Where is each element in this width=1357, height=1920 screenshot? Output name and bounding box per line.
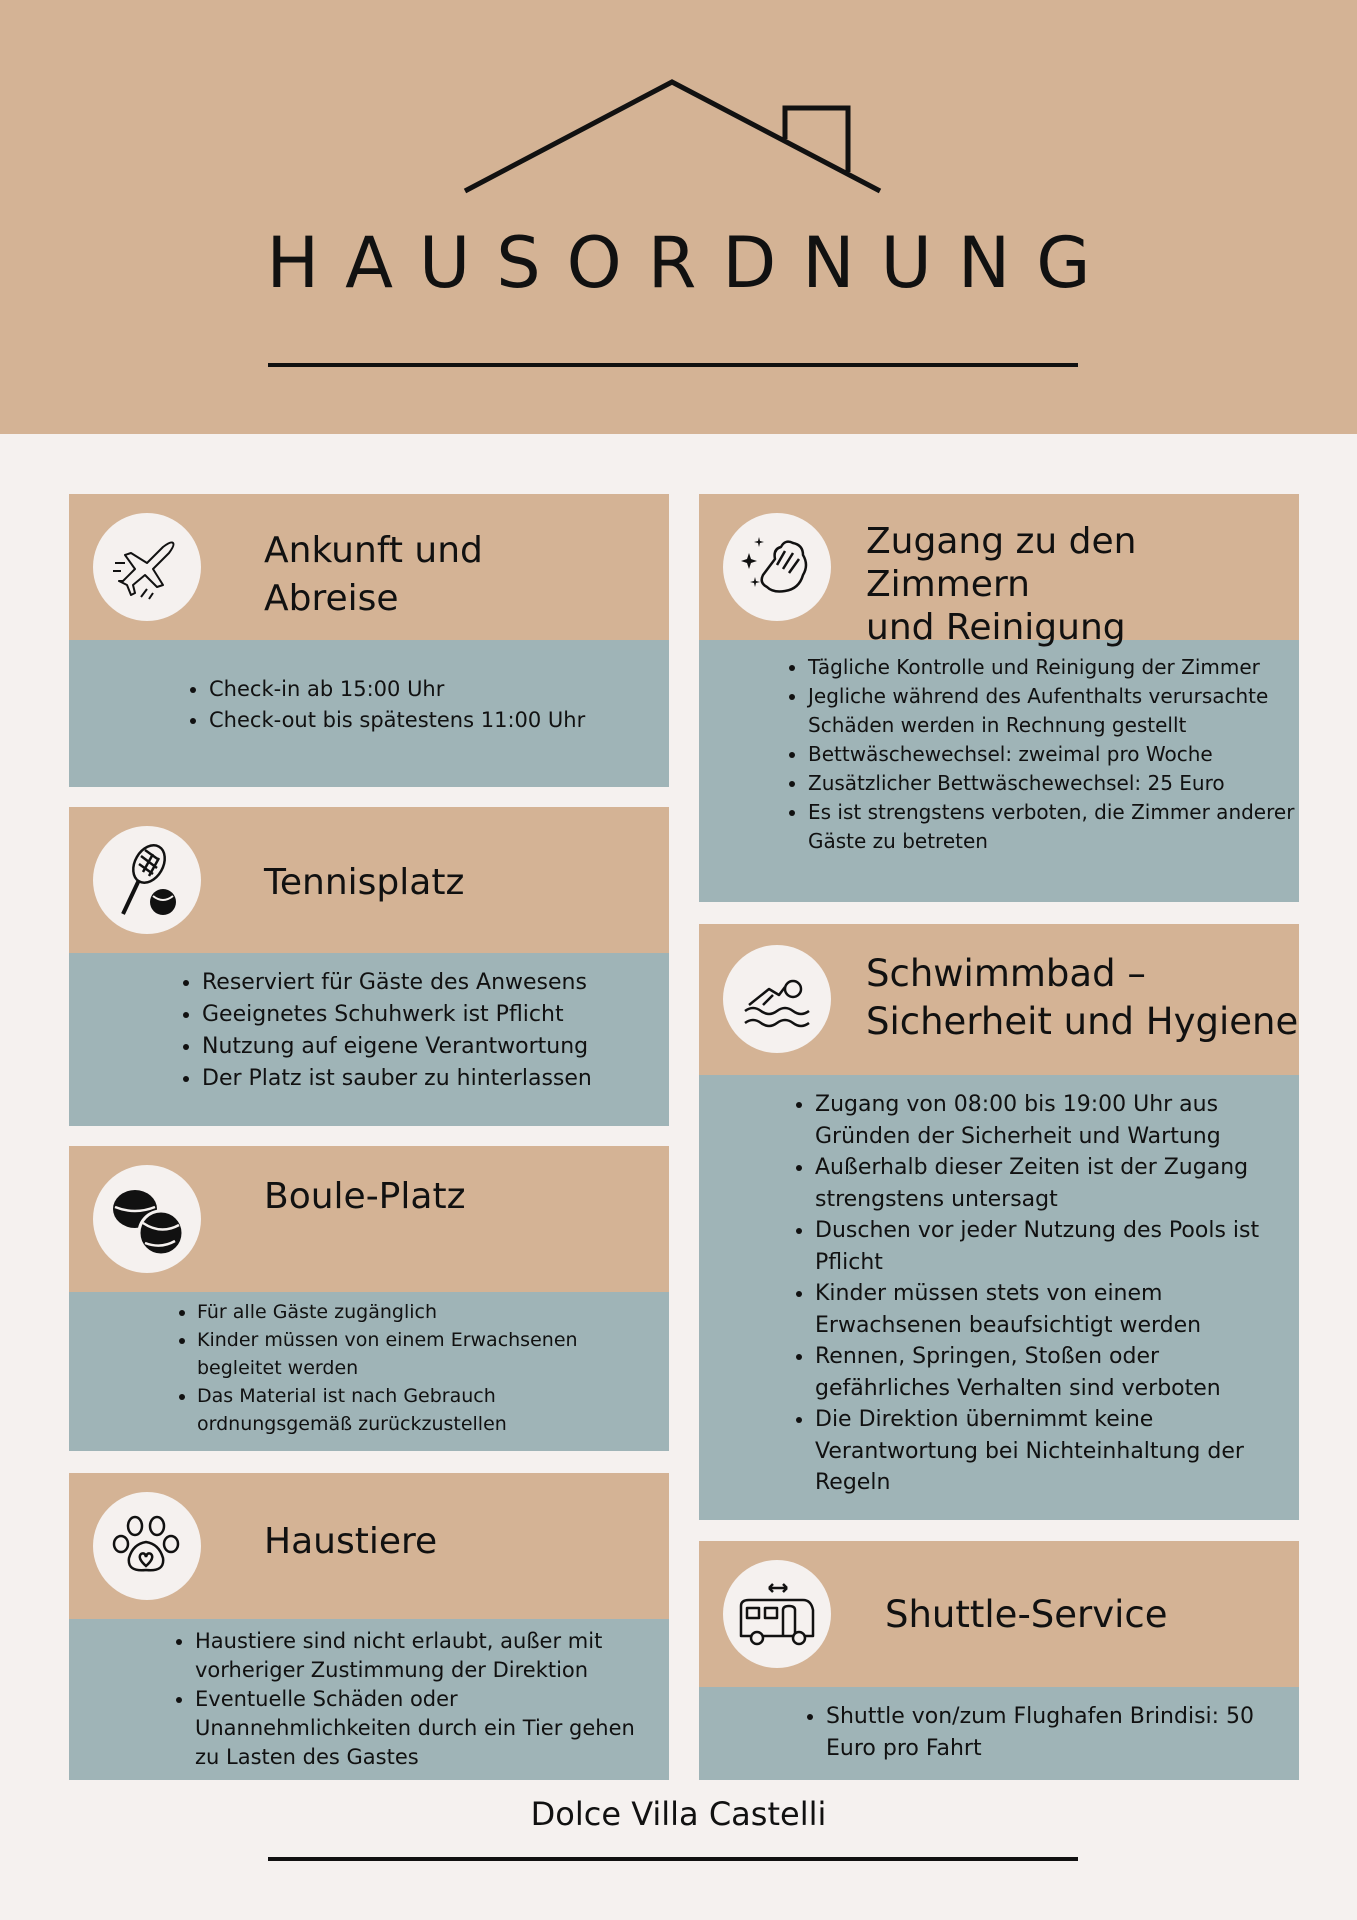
list-item: • Reserviert für Gäste des Anwesens — [202, 967, 662, 999]
footer-divider — [268, 1857, 1078, 1861]
card-list — [169, 1627, 655, 1772]
list-item: • Haustiere sind nicht erlaubt, außer mit vorheriger Zustimmung der Direktion — [195, 1627, 655, 1685]
card-title-line1: Schwimmbad – — [866, 952, 1146, 995]
card-title-line2: Abreise — [264, 578, 399, 619]
card-list — [171, 1298, 647, 1438]
card-pool — [699, 924, 1299, 1520]
swimmer-icon — [723, 945, 831, 1053]
card-title-line2: und Reinigung — [866, 607, 1126, 648]
card-title: Boule-Platz — [264, 1176, 466, 1217]
list-item: • Eventuelle Schäden oder Unannehmlichkeiten durch ein Tier gehen zu Lasten des Gastes — [195, 1685, 655, 1772]
list-item: • Das Material ist nach Gebrauch ordnungsgemäß zurückzustellen — [197, 1382, 647, 1438]
list-item: • Geeignetes Schuhwerk ist Pflicht — [202, 999, 662, 1031]
list-item: • Check-in ab 15:00 Uhr — [209, 674, 649, 705]
list-item: • Shuttle von/zum Flughafen Brindisi: 50 Euro pro Fahrt — [826, 1701, 1296, 1765]
list-item: • Kinder müssen stets von einem Erwachsenen beaufsichtigt werden — [815, 1278, 1285, 1341]
card-title: Haustiere — [264, 1521, 438, 1562]
airplane-icon — [93, 513, 201, 621]
card-title-line1: Zugang zu den Zimmern — [866, 521, 1137, 605]
card-title: Tennisplatz — [264, 862, 465, 903]
shuttle-van-icon — [723, 1560, 831, 1668]
list-item: • Für alle Gäste zugänglich — [197, 1298, 647, 1326]
card-title-line1: Ankunft und — [264, 530, 483, 571]
list-item: • Check-out bis spätestens 11:00 Uhr — [209, 705, 649, 736]
boule-balls-icon — [93, 1165, 201, 1273]
list-item: • Kinder müssen von einem Erwachsenen begleitet werden — [197, 1326, 647, 1382]
card-title — [866, 950, 1298, 1046]
card-title — [866, 520, 1299, 649]
list-item: • Zusätzlicher Bettwäschewechsel: 25 Euro — [808, 769, 1318, 798]
list-item: • Duschen vor jeder Nutzung des Pools ist Pflicht — [815, 1215, 1285, 1278]
paw-icon — [93, 1492, 201, 1600]
card-list — [183, 674, 649, 736]
header-banner — [0, 0, 1357, 434]
list-item: • Rennen, Springen, Stoßen oder gefährliches Verhalten sind verboten — [815, 1341, 1285, 1404]
card-boule — [69, 1146, 669, 1451]
list-item: • Es ist strengstens verboten, die Zimmer anderer Gäste zu betreten — [808, 798, 1318, 856]
list-item: • Bettwäschewechsel: zweimal pro Woche — [808, 740, 1318, 769]
list-item: • Zugang von 08:00 bis 19:00 Uhr aus Gründen der Sicherheit und Wartung — [815, 1089, 1285, 1152]
card-tennis — [69, 807, 669, 1126]
card-title — [264, 527, 483, 623]
page-title: HAUSORDNUNG — [266, 222, 1117, 304]
header-divider — [268, 363, 1078, 367]
list-item: • Nutzung auf eigene Verantwortung — [202, 1031, 662, 1063]
card-list — [800, 1701, 1296, 1765]
list-item: • Außerhalb dieser Zeiten ist der Zugang strengstens untersagt — [815, 1152, 1285, 1215]
list-item: • Der Platz ist sauber zu hinterlassen — [202, 1063, 662, 1095]
card-rooms — [699, 494, 1299, 902]
card-pets — [69, 1473, 669, 1780]
list-item: • Die Direktion übernimmt keine Verantwortung bei Nichteinhaltung der Regeln — [815, 1404, 1285, 1499]
card-list — [782, 653, 1318, 856]
card-arrival — [69, 494, 669, 787]
list-item: • Jegliche während des Aufenthalts verursachte Schäden werden in Rechnung gestellt — [808, 682, 1318, 740]
house-roof-icon — [0, 0, 1357, 434]
card-list — [176, 967, 662, 1095]
tennis-icon — [93, 826, 201, 934]
footer-brand: Dolce Villa Castelli — [530, 1795, 827, 1833]
card-title: Shuttle-Service — [885, 1593, 1168, 1636]
card-shuttle — [699, 1541, 1299, 1780]
card-title-line2: Sicherheit und Hygiene — [866, 1000, 1299, 1043]
cleaning-hand-icon — [723, 513, 831, 621]
card-list — [789, 1089, 1285, 1499]
list-item: • Tägliche Kontrolle und Reinigung der Zimmer — [808, 653, 1318, 682]
